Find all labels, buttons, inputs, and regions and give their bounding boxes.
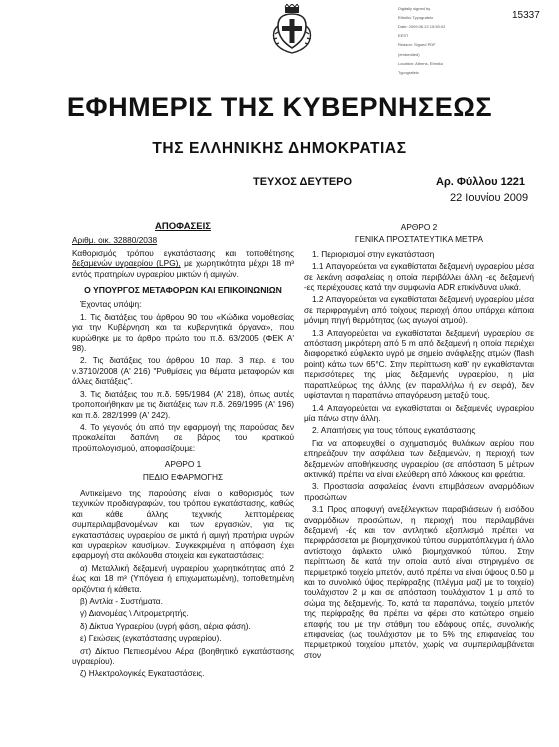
signature-line: Ethniko Typografeio — [398, 14, 434, 20]
list-item: ζ) Ηλεκτρολογικές Εγκαταστάσεις. — [80, 668, 205, 679]
decision-title-part: Καθορισμός τρόπου εγκατάστασης και τοποθέτησης — [72, 247, 294, 258]
paragraph: 1.1 Απαγορεύεται να εγκαθίσταται δεξαμενή υγραερίου μέσα σε λεκάνη ασφαλείας η οποία περιβάλλει άλλη -ες δεξαμενή -ες περιέχουσες κατά την συμφωνία ADR επικίνδυνα υλικά. — [304, 261, 534, 293]
signature-line: EEST — [398, 33, 409, 39]
paragraph: 3. Τις διατάξεις του π.δ. 595/1984 (Α' 218), όπως αυτές τροποποιήθηκαν με τις διατάξεις των π.δ. 269/1995 (Α' 196) και π.δ. 282/1999 (Α' 242). — [72, 388, 294, 420]
paragraph: Για να αποφευχθεί ο σχηματισμός θυλάκων αερίου που επηρεάζουν την ασφάλεια των δεξαμενών, η περιοχή των δεξαμενών αποθήκευσης υγραερίου (σε απόσταση 5 μέτρων ακτινικά) πρέπει να είναι ελεύθερη από λάκκους και φρεάτια. — [304, 437, 534, 479]
list-item: στ) Δίκτυο Πεπιεσμένου Αέρα (βοηθητικό εγκατάστασης υγραερίου). — [72, 645, 294, 667]
paragraph: 4. Το γεγονός ότι από την εφαρμογή της παρούσας δεν προκαλείται δαπάνη σε βάρος του κρατικού προϋπολογισμού, αποφασίζουμε: — [72, 421, 294, 453]
decision-title-highlight: δεξαμενών υγραερίου (LPG), — [72, 258, 181, 269]
article-heading: ΑΡΘΡΟ 1 — [164, 459, 202, 470]
signature-line: Typografeio — [398, 69, 419, 75]
article-title: ΠΕΔΙΟ ΕΦΑΡΜΟΓΗΣ — [142, 471, 224, 482]
paragraph: 1.3 Απαγορεύεται να εγκαθίσταται δεξαμενή υγραερίου σε απόσταση μικρότερη από 5 m από δεξαμενή η οποία περιέχει διαφορετικό εύφλεκτο υγρό με σημείο ανάφλεξης ατμών (flash point) κάτω των 65°C. Στην περίπτωση καθ' ην εγκαθίστανται περισσότερες της μίας δεξαμενής υγραερίου, η μία παραπλεύρως της άλλης (εν παραλλήλω ή εν σειρά), δεν υφίστανται η παραπάνω απαγόρευση μεταξύ τους. — [304, 327, 534, 401]
section-heading: ΑΠΟΦΑΣΕΙΣ — [155, 221, 211, 232]
paragraph: 2. Τις διατάξεις του άρθρου 10 παρ. 3 περ. ε του ν.3710/2008 (Α' 216) "Ρυθμίσεις για θέματα μεταφορών και άλλες διατάξεις". — [72, 355, 294, 387]
paragraph: Αντικείμενο της παρούσης είναι ο καθορισμός των τεχνικών προδιαγραφών, του τρόπου εγκατάστασης, καθώς και κάθε άλλης τεχνικής λεπτομέρειας συμπεριλαμβανομένων και των εργασιών, για τις εγκαταστάσεις υγραερίου σε μικτά ή αμιγή πρατήρια υγρών και υγραερίων καυσίμων. Συγκεκριμένα η απόφαση έχει εφαρμογή στα ακόλουθα στοιχεία και εγκαταστάσεις: — [72, 487, 294, 561]
paragraph: 1.4 Απαγορεύεται να εγκαθίσταται οι δεξαμενές υγραερίου μία πάνω στην άλλη. — [304, 402, 534, 423]
list-item: β) Αντλία - Συστήματα. — [80, 596, 163, 606]
gazette-subtitle: ΤΗΣ ΕΛΛΗΝΙΚΗΣ ΔΗΜΟΚΡΑΤΙΑΣ — [152, 140, 407, 157]
signature-line: (embedded) — [398, 51, 420, 57]
list-item: δ) Δίκτυα Υγραερίου (υγρή φάση, αέρια φάση). — [80, 620, 251, 631]
issue-date: 22 Ιουνίου 2009 — [450, 192, 529, 204]
digital-signature-stamp — [398, 2, 483, 80]
left-column — [72, 222, 294, 681]
minister-heading: Ο ΥΠΟΥΡΓΟΣ ΜΕΤΑΦΟΡΩΝ ΚΑΙ ΕΠΙΚΟΙΝΩΝΙΩΝ — [84, 285, 282, 296]
article-heading: ΑΡΘΡΟ 2 — [400, 222, 438, 232]
list-item: ε) Γειώσεις (εγκατάστασης υγραερίου). — [80, 633, 222, 644]
decision-title — [72, 248, 294, 279]
gazette-title: ΕΦΗΜΕΡΙΣ ΤΗΣ ΚΥΒΕΡΝΗΣΕΩΣ — [66, 92, 493, 122]
paragraph: 3. Προστασία ασφαλείας έναντι επιμβάσεων αναρμόδιων προσώπων — [304, 481, 534, 502]
issue-label: ΤΕΥΧΟΣ ΔΕΥΤΕΡΟ — [253, 176, 353, 188]
sheet-number: Αρ. Φύλλου 1221 — [436, 176, 526, 188]
greek-coat-of-arms-icon — [270, 4, 314, 56]
right-column — [304, 222, 534, 662]
paragraph: 1.2 Απαγορεύεται να εγκαθίσταται δεξαμενή υγραερίου μέσα σε περιφραγμένη από τοίχους περιοχή όπου υπάρχει κάποια μόνιμη πηγή θερμότητας (ως αγωγοί ατμού). — [304, 294, 534, 326]
decision-reference: Αριθμ. οικ. 32880/2038 — [72, 235, 158, 246]
page-number: 15337 — [512, 10, 540, 21]
article-title: ΓΕΝΙΚΑ ΠΡΟΣΤΑΤΕΥΤΙΚΑ ΜΕΤΡΑ — [354, 234, 484, 245]
signature-line: Reason: Signed PDF — [398, 42, 436, 48]
paragraph: 2. Απαιτήσεις για τους τόπους εγκατάστασης — [312, 425, 476, 436]
decision-title-part: με χωρητικότητα μέχρι 18 m³ εντός πρατηρίων υγραερίου μικτών ή αμιγών. — [72, 258, 294, 279]
paragraph: 3.1 Προς αποφυγή ανεξέλεγκτων παραβιάσεων ή εισόδου αναρμόδιων προσώπων, η περιοχή που περιλαμβάνει δεξαμενή -ές και τον αντλητικό εξοπλισμό πρέπει να περιφράσσεται με βιομηχανικού τύπου συρματόπλεγμα ή άλλο αντίστοιχο άφλεκτο υλικό βιομηχανικού τύπου. Στην περίπτωση δε κατά την οποία αυτό είναι στηριγμένο σε περιμετρικό τοιχείο μπετόν, αυτό πρέπει να είναι ύψους 0.50 μ και το συνολικό ύψος περίφραξης (πλέγμα μαζί με το τοιχείο) τουλάχιστον 2 μ και σε απόσταση τουλάχιστον 1 μ από το σώμα της δεξαμενής. Το, κατά τα παραπάνω, τοιχείο μπετόν της περίφραξης θα πρέπει να φέρει στο κατώτερο σημείο επαφής του με την στάθμη του εδάφους οπές, συνολικής επιφανείας (ως τουλάχιστον με το 5% της επιφανείας του περιμετρικού τοιχείου μπετόν, χωρίς να συμπεριλαμβάνεται στον — [304, 504, 534, 660]
paragraph: 1. Τις διατάξεις του άρθρου 90 του «Κώδικα νομοθεσίας για την Κυβέρνηση και τα κυβερνητικά όργανα», που κυρώθηκε με το άρθρο πρώτο του π.δ. 63/2005 (ΦΕΚ Α' 98). — [72, 311, 294, 354]
signature-line: Date: 2009.06.22 15:50:02 — [398, 23, 446, 29]
paragraph: α) Μεταλλική δεξαμενή υγραερίου χωρητικότητας από 2 έως και 18 m³ (Υπόγεια ή επιχωματωμένη), τοποθετημένη οριζόντια ή κάθετα. — [72, 562, 294, 594]
list-item: γ) Διανομέας \ Λιτρομετρητής. — [80, 608, 189, 619]
signature-line: Digitally signed by — [398, 5, 431, 11]
paragraph: 1. Περιορισμοί στην εγκατάσταση — [312, 248, 435, 259]
signature-line: Location: Athens, Ethniko — [398, 60, 444, 66]
having-regard: Έχοντας υπόψη: — [80, 299, 142, 310]
